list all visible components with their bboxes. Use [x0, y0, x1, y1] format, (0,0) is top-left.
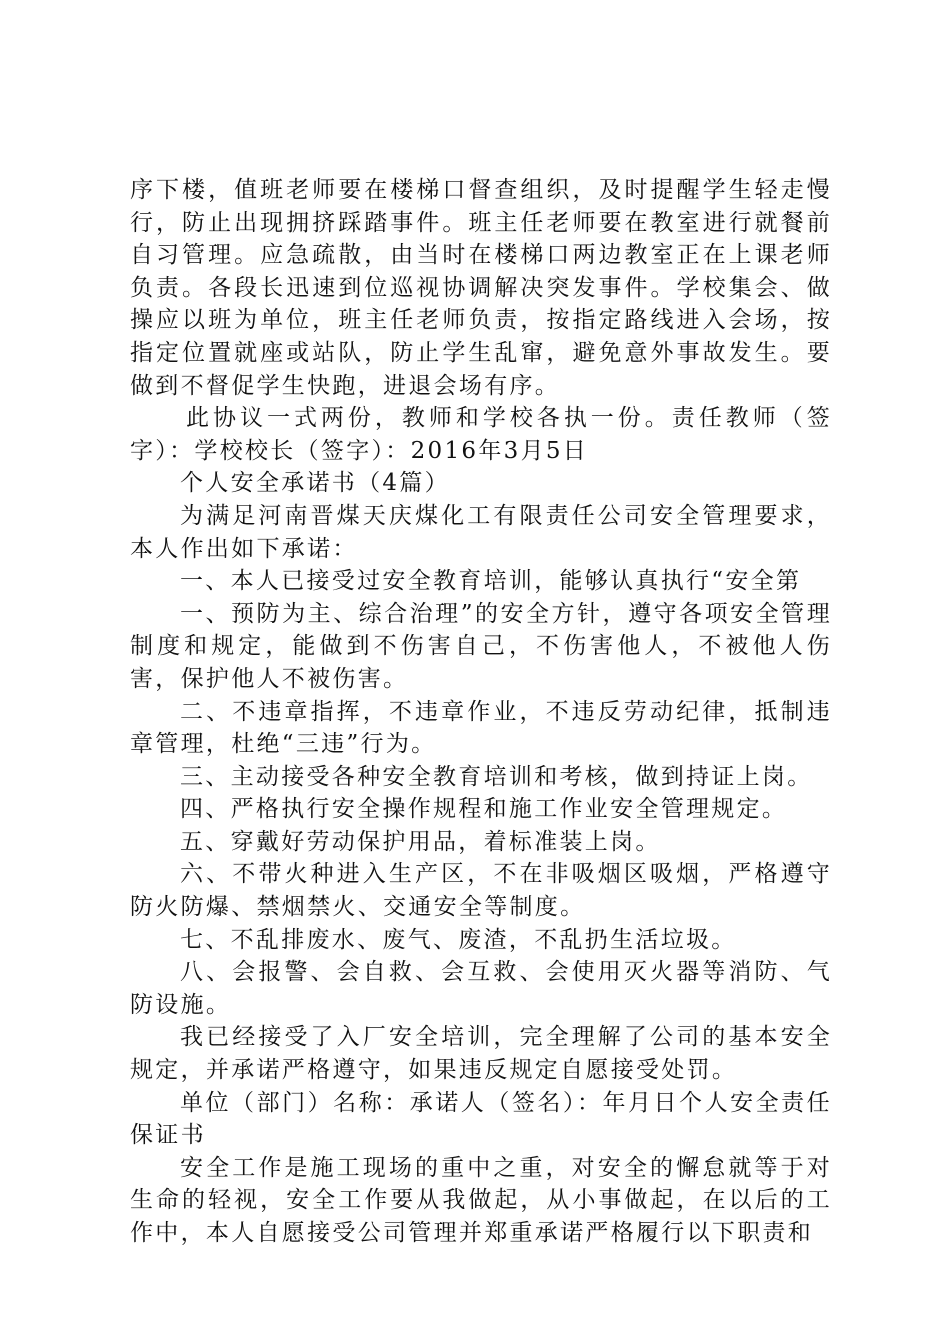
paragraph-item-6: 六、不带火种进入生产区，不在非吸烟区吸烟，严格遵守防火防爆、禁烟禁火、交通安全等制度。	[130, 861, 832, 921]
paragraph-item-7: 七、不乱排废水、废气、废渣，不乱扔生活垃圾。	[180, 926, 737, 953]
paragraph-item-8: 八、会报警、会自救、会互救、会使用灭火器等消防、气防设施。	[130, 959, 832, 1018]
paragraph-signature-line: 单位（部门）名称：承诺人（签名）：年月日个人安全责任保证书	[130, 1089, 832, 1149]
section-title: 个人安全承诺书（4篇）	[180, 470, 450, 497]
paragraph-item-3: 三、主动接受各种安全教育培训和考核，做到持证上岗。	[180, 763, 813, 790]
document-body	[130, 174, 832, 1250]
paragraph-item-1b: 一、预防为主、综合治理”的安全方针，遵守各项安全管理制度和规定，能做到不伤害自己，不伤害他人，不被他人伤害，保护他人不被伤害。	[130, 600, 832, 692]
paragraph-safety-statement: 安全工作是施工现场的重中之重，对安全的懈怠就等于对生命的轻视，安全工作要从我做起，从小事做起，在以后的工作中，本人自愿接受公司管理并郑重承诺严格履行以下职责和	[130, 1154, 832, 1246]
paragraph-item-5: 五、穿戴好劳动保护用品，着标准装上岗。	[180, 828, 661, 855]
paragraph-item-2: 二、不违章指挥，不违章作业，不违反劳动纪律，抵制违章管理，杜绝“三违”行为。	[130, 698, 832, 758]
paragraph-agreement-note: 此协议一式两份，教师和学校各执一份。责任教师（签字）：学校校长（签字）：2016年3月5日	[130, 405, 832, 464]
paragraph-intro: 为满足河南晋煤天庆煤化工有限责任公司安全管理要求，本人作出如下承诺：	[130, 502, 832, 562]
paragraph-item-1a: 一、本人已接受过安全教育培训，能够认真执行“安全第	[180, 568, 802, 595]
paragraph-pledge: 我已经接受了入厂安全培训，完全理解了公司的基本安全规定，并承诺严格遵守，如果违反规定自愿接受处罚。	[130, 1024, 832, 1084]
paragraph-continuation: 序下楼，值班老师要在楼梯口督查组织，及时提醒学生轻走慢行，防止出现拥挤踩踏事件。班主任老师要在教室进行就餐前自习管理。应急疏散，由当时在楼梯口两边教室正在上课老师负责。各段长迅速到位巡视协调解决突发事件。学校集会、做操应以班为单位，班主任老师负责，按指定路线进入会场，按指定位置就座或站队，防止学生乱窜，避免意外事故发生。要做到不督促学生快跑，进退会场有序。	[130, 177, 832, 399]
paragraph-item-4: 四、严格执行安全操作规程和施工作业安全管理规定。	[180, 796, 788, 823]
